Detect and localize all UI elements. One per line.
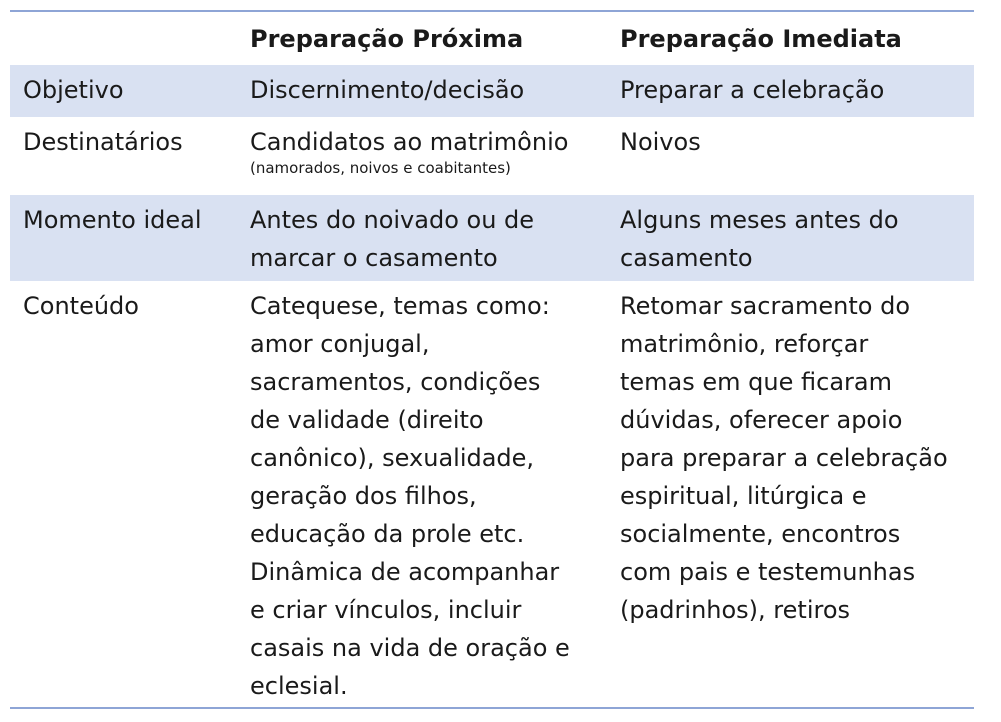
text-line: Alguns meses antes do [620, 206, 899, 234]
text-line: dúvidas, oferecer apoio [620, 406, 903, 434]
cell-imediata [610, 281, 974, 707]
text-line: Antes do noivado ou de [250, 206, 535, 234]
table-row-destinatarios [10, 117, 974, 195]
text-line: casais na vida de oração e [250, 634, 570, 662]
text-line: educação da prole etc. [250, 520, 525, 548]
cell-proxima-note: (namorados, noivos e coabitantes) [250, 159, 511, 177]
row-label: Objetivo [23, 76, 124, 104]
row-label: Destinatários [23, 128, 183, 156]
text-line: e criar vínculos, incluir [250, 596, 522, 624]
cell-proxima [240, 195, 610, 281]
text-line: matrimônio, reforçar [620, 330, 869, 358]
row-label: Conteúdo [23, 292, 139, 320]
cell-imediata: Preparar a celebração [620, 76, 885, 104]
text-line: socialmente, encontros [620, 520, 901, 548]
text-line: com pais e testemunhas [620, 558, 916, 586]
text-line: Catequese, temas como: [250, 292, 550, 320]
cell-proxima [240, 281, 610, 707]
cell-proxima [240, 117, 610, 195]
cell-imediata [610, 195, 974, 281]
text-line: geração dos filhos, [250, 482, 477, 510]
cell-proxima: Discernimento/decisão [250, 76, 525, 104]
text-line: Dinâmica de acompanhar [250, 558, 560, 586]
cell-proxima-main: Candidatos ao matrimônio [250, 128, 569, 156]
header-preparacao-imediata: Preparação Imediata [620, 25, 902, 53]
text-line: casamento [620, 244, 753, 272]
text-line: de validade (direito [250, 406, 484, 434]
text-line: canônico), sexualidade, [250, 444, 535, 472]
table-row-objetivo [10, 65, 974, 117]
text-line: sacramentos, condições [250, 368, 541, 396]
text-line: eclesial. [250, 672, 348, 700]
header-preparacao-proxima: Preparação Próxima [250, 25, 524, 53]
comparison-table [10, 10, 974, 709]
table-row-conteudo [10, 281, 974, 707]
text-line: (padrinhos), retiros [620, 596, 851, 624]
header-empty-cell [10, 12, 240, 65]
text-line: temas em que ficaram [620, 368, 892, 396]
text-line: espiritual, litúrgica e [620, 482, 867, 510]
cell-imediata: Noivos [620, 128, 701, 156]
text-line: para preparar a celebração [620, 444, 948, 472]
text-line: amor conjugal, [250, 330, 430, 358]
row-label: Momento ideal [23, 206, 202, 234]
text-line: Retomar sacramento do [620, 292, 911, 320]
text-line: marcar o casamento [250, 244, 498, 272]
table-row-momento-ideal [10, 195, 974, 281]
table-header-row [10, 12, 974, 65]
